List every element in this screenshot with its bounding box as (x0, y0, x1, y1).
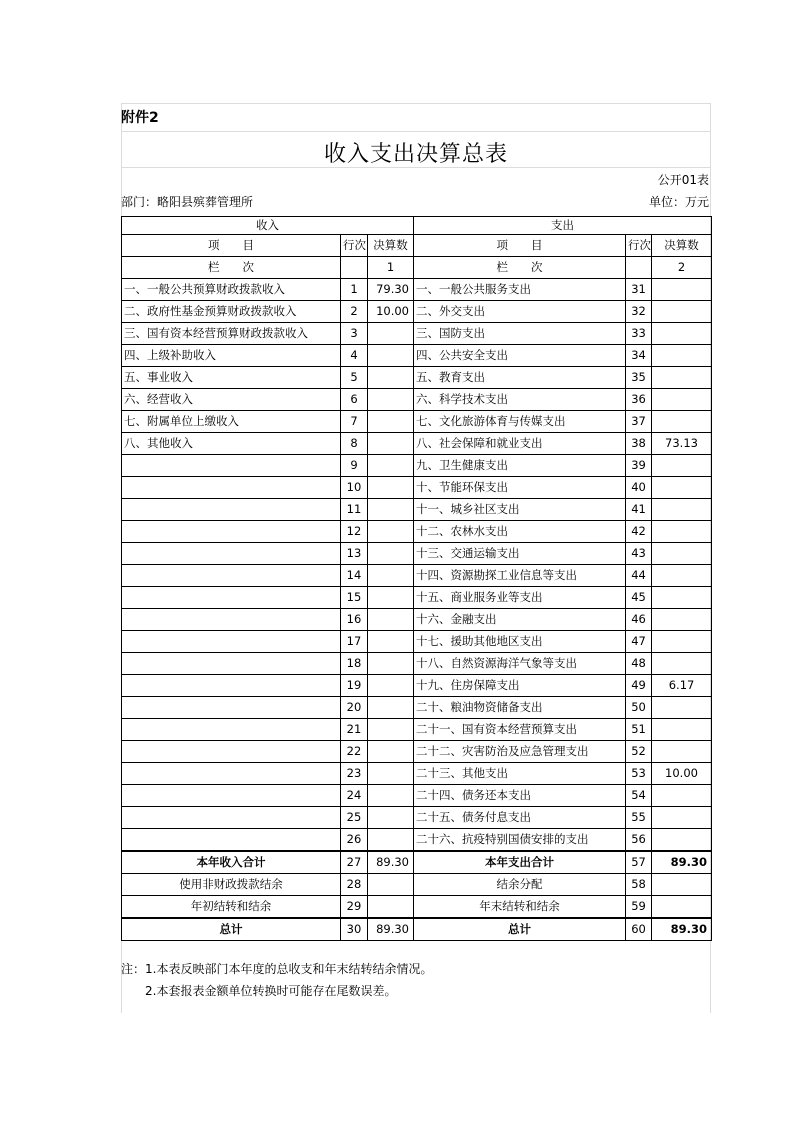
table-row (122, 345, 712, 367)
income-row-no: 20 (341, 697, 368, 719)
income-row-no: 23 (341, 763, 368, 785)
expense-row-no: 38 (626, 433, 652, 455)
expense-item: 二十一、国有资本经营预算支出 (414, 719, 626, 741)
expense-item: 二十三、其他支出 (414, 763, 626, 785)
summary-row (122, 874, 712, 896)
income-row-no: 30 (341, 918, 368, 941)
expense-amount: 89.30 (652, 918, 712, 941)
table-row (122, 455, 712, 477)
expense-item: 一、一般公共服务支出 (414, 279, 626, 301)
expense-row-no: 52 (626, 741, 652, 763)
table-row (122, 433, 712, 455)
expense-row-no: 57 (626, 851, 652, 874)
expense-row-no: 50 (626, 697, 652, 719)
income-row-no: 17 (341, 631, 368, 653)
income-item (122, 631, 341, 653)
expense-item: 二、外交支出 (414, 301, 626, 323)
table-row (122, 829, 712, 852)
notes (121, 958, 432, 1002)
expense-amount (652, 697, 712, 719)
expense-item: 十二、农林水支出 (414, 521, 626, 543)
income-row-no: 2 (341, 301, 368, 323)
expense-amount (652, 785, 712, 807)
expense-item: 十、节能环保支出 (414, 477, 626, 499)
income-amount (368, 389, 414, 411)
income-item (122, 741, 341, 763)
expense-item: 二十二、灾害防治及应急管理支出 (414, 741, 626, 763)
income-summary-item: 使用非财政拨款结余 (122, 874, 341, 896)
income-row-no: 15 (341, 587, 368, 609)
expense-item: 十八、自然资源海洋气象等支出 (414, 653, 626, 675)
note-1: 注：1.本表反映部门本年度的总收支和年末结转结余情况。 (121, 962, 433, 976)
column-header-row (122, 235, 712, 257)
table-row (122, 653, 712, 675)
expense-item: 八、社会保障和就业支出 (414, 433, 626, 455)
income-amount (368, 896, 414, 919)
expense-amount (652, 477, 712, 499)
income-item-header: 项 目 (122, 235, 341, 257)
department-label: 部门：略阳县殡葬管理所 (121, 195, 254, 209)
summary-row (122, 896, 712, 919)
expense-amount (652, 455, 712, 477)
expense-row-no: 60 (626, 918, 652, 941)
expense-amount (652, 301, 712, 323)
income-item: 八、其他收入 (122, 433, 341, 455)
expense-amount (652, 279, 712, 301)
expense-row-no: 41 (626, 499, 652, 521)
income-row-no: 28 (341, 874, 368, 896)
expense-amount (652, 741, 712, 763)
expense-row-no: 32 (626, 301, 652, 323)
income-row-no: 25 (341, 807, 368, 829)
section-header-row (122, 217, 712, 235)
income-row-no: 13 (341, 543, 368, 565)
expense-amount (652, 411, 712, 433)
income-row-no: 18 (341, 653, 368, 675)
expense-item: 十九、住房保障支出 (414, 675, 626, 697)
income-row-no-header: 行次 (341, 235, 368, 257)
expense-row-no: 45 (626, 587, 652, 609)
expense-amount: 89.30 (652, 851, 712, 874)
expense-row-no: 51 (626, 719, 652, 741)
table-row (122, 587, 712, 609)
gridline (121, 131, 711, 132)
expense-row-no: 42 (626, 521, 652, 543)
attachment-label: 附件2 (121, 110, 159, 126)
expense-amount (652, 653, 712, 675)
expense-amount (652, 565, 712, 587)
expense-row-no: 46 (626, 609, 652, 631)
expense-amount (652, 807, 712, 829)
income-row-no: 21 (341, 719, 368, 741)
expense-row-no: 59 (626, 896, 652, 919)
income-row-no: 9 (341, 455, 368, 477)
income-row-no: 24 (341, 785, 368, 807)
income-expense-table (121, 216, 712, 941)
expense-item: 十三、交通运输支出 (414, 543, 626, 565)
expense-row-no: 37 (626, 411, 652, 433)
expense-item: 十一、城乡社区支出 (414, 499, 626, 521)
table-row (122, 499, 712, 521)
expense-amount (652, 874, 712, 896)
expense-item: 二十、粮油物资储备支出 (414, 697, 626, 719)
income-amount (368, 367, 414, 389)
expense-item: 五、教育支出 (414, 367, 626, 389)
expense-amount (652, 719, 712, 741)
expense-amount: 6.17 (652, 675, 712, 697)
expense-col-index: 2 (652, 257, 712, 279)
income-amount: 79.30 (368, 279, 414, 301)
expense-amount (652, 609, 712, 631)
expense-row-no: 58 (626, 874, 652, 896)
column-index-row (122, 257, 712, 279)
income-amount (368, 829, 414, 852)
expense-item: 二十六、抗疫特别国债安排的支出 (414, 829, 626, 852)
income-row-no: 11 (341, 499, 368, 521)
table-row (122, 763, 712, 785)
expense-amount (652, 896, 712, 919)
expense-item: 六、科学技术支出 (414, 389, 626, 411)
table-row (122, 719, 712, 741)
expense-amount-header: 决算数 (652, 235, 712, 257)
income-row-no: 8 (341, 433, 368, 455)
expense-item: 二十四、债务还本支出 (414, 785, 626, 807)
unit-label: 单位：万元 (648, 195, 709, 209)
income-row-no: 5 (341, 367, 368, 389)
income-row-no: 29 (341, 896, 368, 919)
income-amount (368, 477, 414, 499)
expense-amount (652, 543, 712, 565)
income-row-no: 12 (341, 521, 368, 543)
income-row-no: 26 (341, 829, 368, 852)
empty-cell (626, 257, 652, 279)
income-amount (368, 521, 414, 543)
income-item (122, 565, 341, 587)
income-amount (368, 411, 414, 433)
expense-amount (652, 521, 712, 543)
expense-summary-item: 本年支出合计 (414, 851, 626, 874)
income-item (122, 829, 341, 852)
expense-amount (652, 829, 712, 852)
expense-row-no: 55 (626, 807, 652, 829)
income-amount (368, 653, 414, 675)
income-amount (368, 587, 414, 609)
income-amount (368, 565, 414, 587)
income-item: 二、政府性基金预算财政拨款收入 (122, 301, 341, 323)
expense-row-no: 33 (626, 323, 652, 345)
table-row (122, 389, 712, 411)
income-row-no: 1 (341, 279, 368, 301)
table-number: 公开01表 (657, 173, 709, 187)
income-row-no: 19 (341, 675, 368, 697)
income-item (122, 675, 341, 697)
expense-row-no: 36 (626, 389, 652, 411)
income-col-index: 1 (368, 257, 414, 279)
expense-amount: 73.13 (652, 433, 712, 455)
income-amount (368, 785, 414, 807)
income-row-no: 16 (341, 609, 368, 631)
expense-row-no: 56 (626, 829, 652, 852)
table-row (122, 807, 712, 829)
income-item (122, 609, 341, 631)
expense-row-no: 40 (626, 477, 652, 499)
expense-summary-item: 年末结转和结余 (414, 896, 626, 919)
income-lan-label: 栏 次 (122, 257, 341, 279)
income-amount (368, 631, 414, 653)
income-item: 七、附属单位上缴收入 (122, 411, 341, 433)
empty-cell (341, 257, 368, 279)
expense-row-no: 39 (626, 455, 652, 477)
income-item (122, 807, 341, 829)
income-item (122, 763, 341, 785)
income-amount (368, 345, 414, 367)
income-item (122, 785, 341, 807)
expense-lan-label: 栏 次 (414, 257, 626, 279)
expense-row-no: 44 (626, 565, 652, 587)
income-amount: 89.30 (368, 851, 414, 874)
expense-item: 十六、金融支出 (414, 609, 626, 631)
income-amount: 10.00 (368, 301, 414, 323)
income-item (122, 499, 341, 521)
expense-item-header: 项 目 (414, 235, 626, 257)
expense-item: 三、国防支出 (414, 323, 626, 345)
income-amount (368, 455, 414, 477)
expense-row-no: 49 (626, 675, 652, 697)
expense-row-no: 31 (626, 279, 652, 301)
income-header: 收入 (122, 217, 414, 235)
expense-amount (652, 323, 712, 345)
expense-summary-item: 结余分配 (414, 874, 626, 896)
expense-item: 九、卫生健康支出 (414, 455, 626, 477)
table-row (122, 477, 712, 499)
income-item: 一、一般公共预算财政拨款收入 (122, 279, 341, 301)
income-item (122, 455, 341, 477)
table-row (122, 521, 712, 543)
income-amount (368, 543, 414, 565)
summary-row (122, 851, 712, 874)
expense-amount (652, 587, 712, 609)
income-amount: 89.30 (368, 918, 414, 941)
expense-item: 七、文化旅游体育与传媒支出 (414, 411, 626, 433)
table-row (122, 411, 712, 433)
expense-amount (652, 345, 712, 367)
income-amount (368, 807, 414, 829)
income-item (122, 587, 341, 609)
expense-amount (652, 389, 712, 411)
income-summary-item: 本年收入合计 (122, 851, 341, 874)
income-amount (368, 719, 414, 741)
income-amount (368, 609, 414, 631)
income-amount (368, 763, 414, 785)
table-row (122, 323, 712, 345)
income-item: 五、事业收入 (122, 367, 341, 389)
income-amount (368, 675, 414, 697)
income-amount-header: 决算数 (368, 235, 414, 257)
table-row (122, 543, 712, 565)
summary-row (122, 918, 712, 941)
income-item (122, 719, 341, 741)
expense-header: 支出 (414, 217, 712, 235)
page-title: 收入支出决算总表 (323, 142, 508, 167)
gridline (121, 103, 711, 104)
income-row-no: 3 (341, 323, 368, 345)
income-row-no: 7 (341, 411, 368, 433)
income-item: 三、国有资本经营预算财政拨款收入 (122, 323, 341, 345)
income-amount (368, 323, 414, 345)
income-amount (368, 499, 414, 521)
expense-amount (652, 631, 712, 653)
income-item: 四、上级补助收入 (122, 345, 341, 367)
expense-item: 二十五、债务付息支出 (414, 807, 626, 829)
table-row (122, 697, 712, 719)
income-amount (368, 741, 414, 763)
income-item (122, 521, 341, 543)
expense-item: 十五、商业服务业等支出 (414, 587, 626, 609)
table-row (122, 565, 712, 587)
expense-row-no: 43 (626, 543, 652, 565)
income-summary-item: 年初结转和结余 (122, 896, 341, 919)
income-row-no: 14 (341, 565, 368, 587)
expense-amount (652, 367, 712, 389)
income-item (122, 477, 341, 499)
income-item (122, 697, 341, 719)
expense-row-no: 34 (626, 345, 652, 367)
income-item: 六、经营收入 (122, 389, 341, 411)
table-row (122, 741, 712, 763)
income-item (122, 543, 341, 565)
expense-row-no: 54 (626, 785, 652, 807)
expense-amount: 10.00 (652, 763, 712, 785)
expense-item: 四、公共安全支出 (414, 345, 626, 367)
table-row (122, 609, 712, 631)
income-row-no: 4 (341, 345, 368, 367)
expense-row-no: 48 (626, 653, 652, 675)
expense-row-no: 47 (626, 631, 652, 653)
income-summary-item: 总计 (122, 918, 341, 941)
report-sheet (121, 103, 711, 1013)
expense-row-no: 35 (626, 367, 652, 389)
expense-row-no: 53 (626, 763, 652, 785)
income-row-no: 27 (341, 851, 368, 874)
expense-amount (652, 499, 712, 521)
table-row (122, 367, 712, 389)
table-body (122, 279, 712, 941)
income-item (122, 653, 341, 675)
income-row-no: 22 (341, 741, 368, 763)
income-amount (368, 433, 414, 455)
table-row (122, 279, 712, 301)
income-row-no: 10 (341, 477, 368, 499)
expense-item: 十七、援助其他地区支出 (414, 631, 626, 653)
income-row-no: 6 (341, 389, 368, 411)
expense-item: 十四、资源勘探工业信息等支出 (414, 565, 626, 587)
table-row (122, 631, 712, 653)
expense-summary-item: 总计 (414, 918, 626, 941)
income-amount (368, 697, 414, 719)
table-row (122, 675, 712, 697)
note-2: 2.本套报表金额单位转换时可能存在尾数误差。 (145, 984, 397, 998)
table-row (122, 301, 712, 323)
income-amount (368, 874, 414, 896)
expense-row-no-header: 行次 (626, 235, 652, 257)
table-row (122, 785, 712, 807)
